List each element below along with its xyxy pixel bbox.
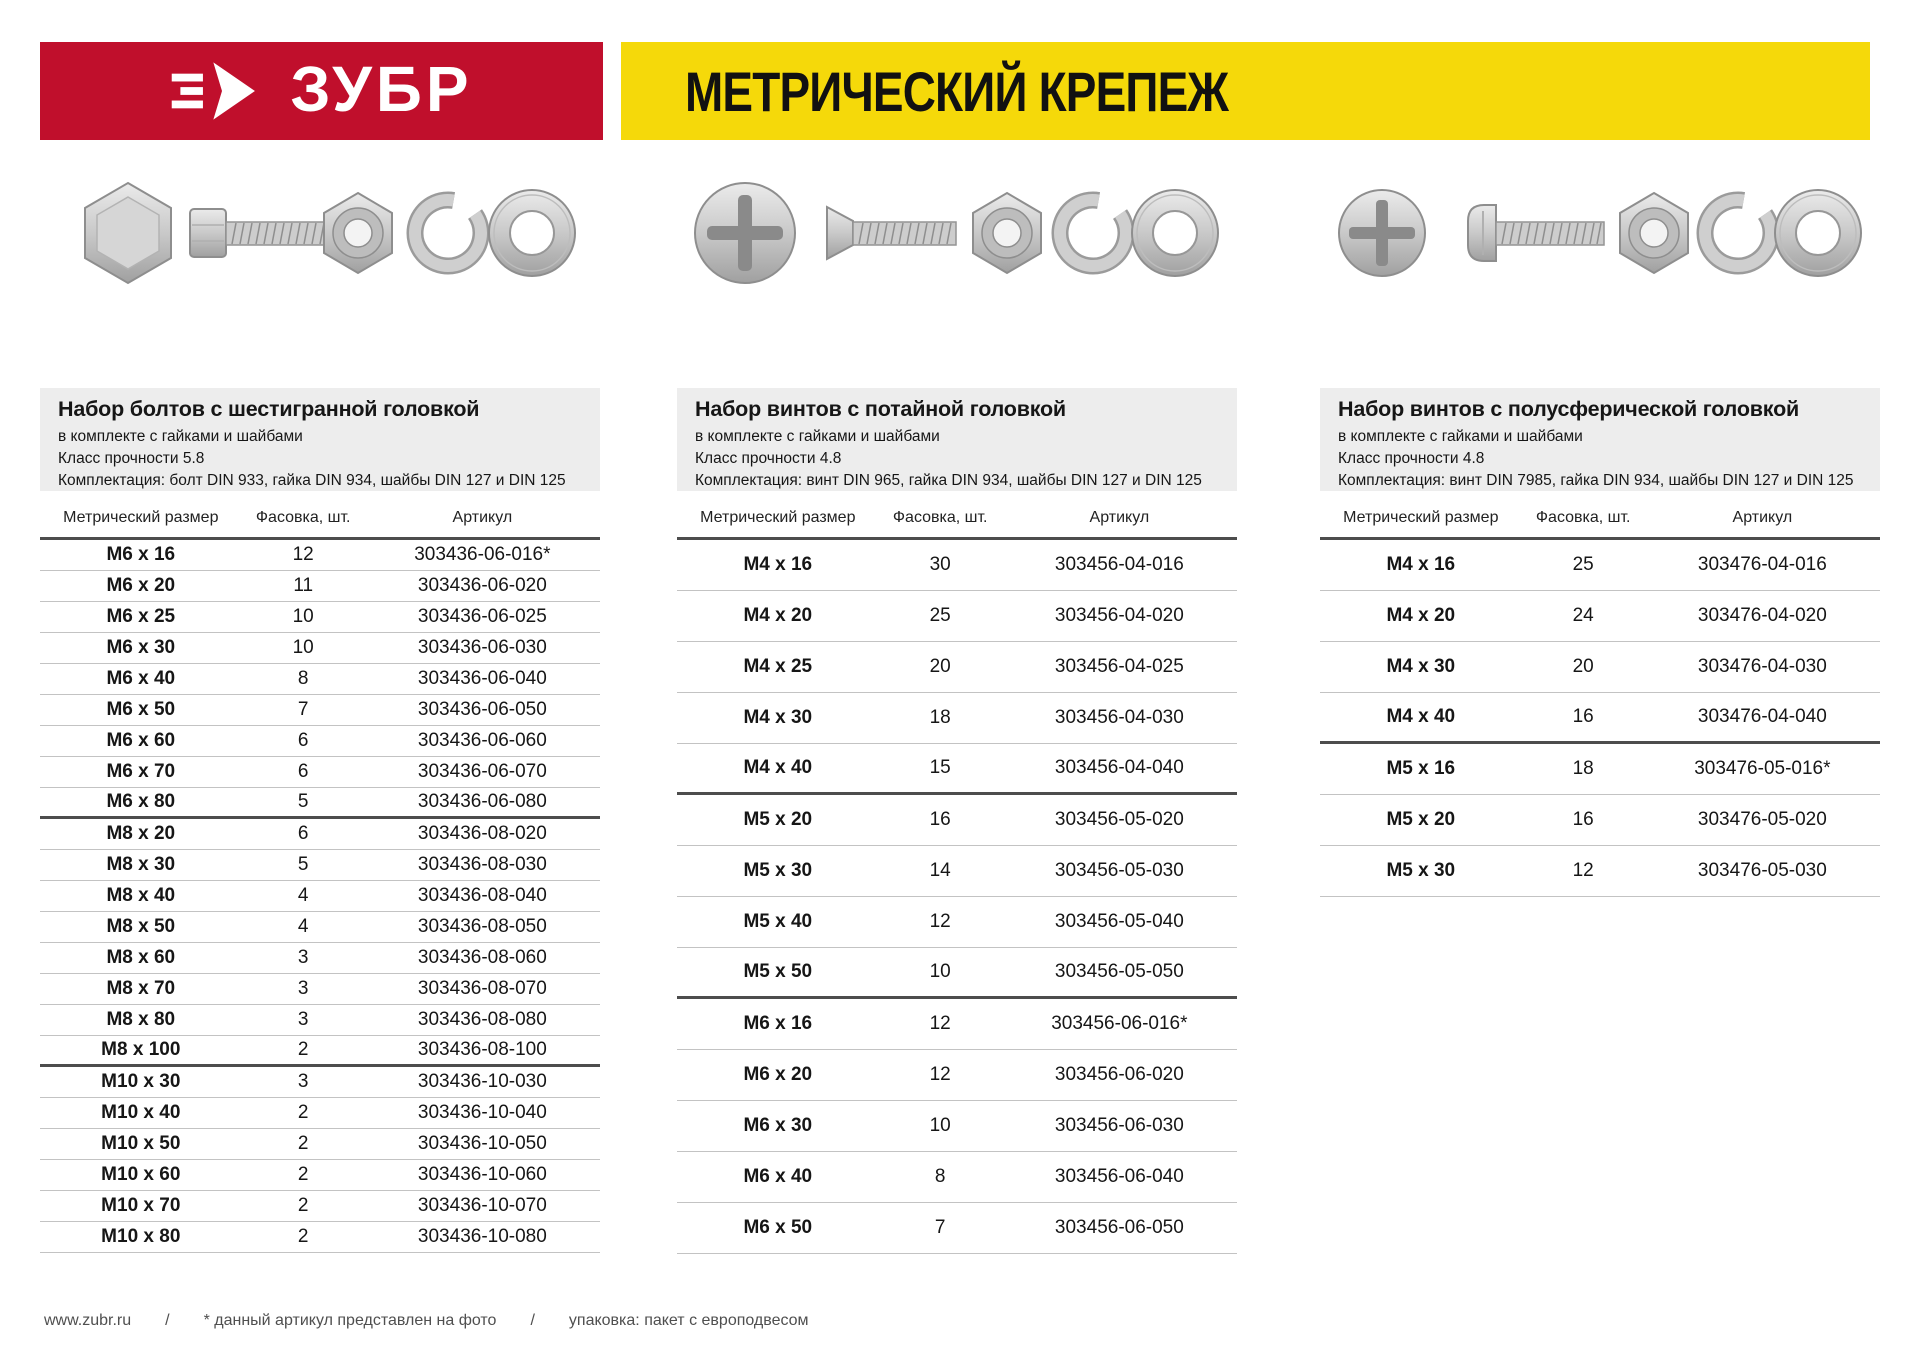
sku-cell: 303476-04-016 [1697,554,1827,575]
size-cell: М5 х 16 [1386,758,1456,779]
size-cell: М6 х 50 [743,1217,813,1238]
size-table [677,498,1237,1254]
table-row [40,1036,600,1067]
size-cell: М6 х 20 [106,575,176,596]
table-row [677,999,1237,1050]
table-row [40,974,600,1005]
size-cell: М4 х 20 [743,605,813,626]
set-subtitle: в комплекте с гайками и шайбами [1338,428,1583,445]
table-header-row [1320,498,1880,540]
qty-cell: 16 [1572,706,1594,727]
size-cell: М6 х 70 [106,761,176,782]
qty-cell: 12 [929,911,951,932]
footer-separator: / [165,1312,170,1329]
table-row [40,1129,600,1160]
qty-cell: 20 [929,656,951,677]
flat-washer-icon [1132,190,1218,276]
table-row [40,1160,600,1191]
table-row [40,633,600,664]
footer-separator: / [530,1312,535,1329]
qty-cell: 3 [297,1009,309,1030]
footer [44,1312,809,1330]
sku-cell: 303456-06-040 [1054,1166,1184,1187]
size-cell: М6 х 30 [743,1115,813,1136]
sku-cell: 303456-05-050 [1054,961,1184,982]
sku-cell: 303456-04-025 [1054,656,1184,677]
table-row [1320,744,1880,795]
size-cell: М5 х 30 [1386,860,1456,881]
size-cell: М5 х 40 [743,911,813,932]
qty-cell: 25 [1572,554,1594,575]
sku-cell: 303436-06-040 [417,668,547,689]
sku-cell: 303436-10-070 [417,1195,547,1216]
size-cell: М10 х 60 [101,1164,181,1185]
size-cell: М5 х 20 [743,809,813,830]
phillips-head-front-icon [695,183,795,283]
qty-cell: 15 [929,757,951,778]
sku-cell: 303456-04-030 [1054,707,1184,728]
size-cell: М8 х 100 [101,1039,181,1060]
qty-cell: 12 [1572,860,1594,881]
sku-cell: 303436-08-060 [417,947,547,968]
set-info-box [677,388,1237,491]
size-cell: М8 х 60 [106,947,176,968]
sku-cell: 303476-05-016* [1694,758,1831,779]
sku-cell: 303436-06-016* [414,544,551,565]
table-header-row [40,498,600,540]
sku-cell: 303476-04-040 [1697,706,1827,727]
sku-cell: 303436-08-030 [417,854,547,875]
table-row [1320,795,1880,846]
sku-cell: 303436-10-080 [417,1226,547,1247]
size-cell: М5 х 30 [743,860,813,881]
size-cell: М4 х 16 [743,554,813,575]
spring-washer-icon [1047,187,1139,279]
col-header-size: Метрический размер [63,508,219,526]
table-row [40,1005,600,1036]
size-cell: М8 х 70 [106,978,176,999]
table-row [677,591,1237,642]
qty-cell: 12 [929,1013,951,1034]
table-row [1320,540,1880,591]
sku-cell: 303436-06-020 [417,575,547,596]
kit-contents: Комплектация: винт DIN 7985, гайка DIN 934, шайбы DIN 127 и DIN 125 [1338,472,1854,489]
sku-cell: 303436-10-030 [417,1071,547,1092]
table-row [40,943,600,974]
size-cell: М6 х 40 [106,668,176,689]
qty-cell: 11 [293,575,314,596]
size-cell: М4 х 40 [743,757,813,778]
size-cell: М6 х 16 [106,544,176,565]
size-cell: М4 х 30 [1386,656,1456,677]
sku-cell: 303436-06-030 [417,637,547,658]
table-row [677,897,1237,948]
size-cell: М4 х 30 [743,707,813,728]
qty-cell: 14 [929,860,951,881]
product-photo-hex-bolt-set [40,170,600,302]
size-cell: М4 х 25 [743,656,813,677]
qty-cell: 2 [297,1164,309,1185]
qty-cell: 2 [297,1195,309,1216]
set-title: Набор винтов с потайной головкой [695,397,1066,421]
qty-cell: 2 [297,1102,309,1123]
qty-cell: 12 [929,1064,951,1085]
sku-cell: 303476-04-020 [1697,605,1827,626]
hex-bolt-set-section [40,0,600,1357]
col-header-size: Метрический размер [1343,508,1499,526]
pan-head-screw-side-icon [1468,205,1604,261]
photo-article-note: * данный артикул представлен на фото [203,1312,497,1329]
table-body [1320,540,1880,897]
qty-cell: 4 [297,916,309,937]
sku-cell: 303456-06-020 [1054,1064,1184,1085]
sku-cell: 303436-10-050 [417,1133,547,1154]
hex-nut-icon [1620,193,1688,273]
table-row [40,850,600,881]
size-cell: М6 х 25 [106,606,176,627]
sku-cell: 303456-05-030 [1054,860,1184,881]
qty-cell: 10 [929,961,951,982]
qty-cell: 8 [297,668,309,689]
sku-cell: 303456-06-030 [1054,1115,1184,1136]
sku-cell: 303436-06-025 [417,606,547,627]
col-header-sku: Артикул [452,508,513,526]
table-header-row [677,498,1237,540]
size-cell: М6 х 60 [106,730,176,751]
sku-cell: 303436-08-040 [417,885,547,906]
table-row [1320,693,1880,744]
sku-cell: 303436-10-040 [417,1102,547,1123]
table-row [677,846,1237,897]
set-title: Набор винтов с полусферической головкой [1338,397,1800,421]
pan-head-screw-set-section [1320,0,1880,1357]
countersunk-screw-side-icon [827,207,956,259]
strength-class: Класс прочности 4.8 [695,450,842,467]
size-cell: М6 х 50 [106,699,176,720]
table-row [677,1152,1237,1203]
strength-class: Класс прочности 5.8 [58,450,205,467]
table-row [40,695,600,726]
qty-cell: 20 [1572,656,1594,677]
qty-cell: 16 [929,809,951,830]
kit-contents: Комплектация: болт DIN 933, гайка DIN 934, шайбы DIN 127 и DIN 125 [58,472,566,489]
qty-cell: 6 [297,730,309,751]
size-cell: М4 х 20 [1386,605,1456,626]
table-row [40,664,600,695]
product-photo-pan-head-screw-set [1320,170,1880,302]
strength-class: Класс прочности 4.8 [1338,450,1485,467]
table-row [40,1098,600,1129]
sku-cell: 303456-05-020 [1054,809,1184,830]
size-cell: М8 х 40 [106,885,176,906]
table-row [40,1191,600,1222]
flat-washer-icon [489,190,575,276]
site-url: www.zubr.ru [44,1312,132,1329]
qty-cell: 2 [297,1133,309,1154]
size-cell: М6 х 16 [743,1013,813,1034]
sku-cell: 303436-06-080 [417,791,547,812]
set-subtitle: в комплекте с гайками и шайбами [695,428,940,445]
table-row [1320,642,1880,693]
size-cell: М8 х 20 [106,823,176,844]
countersunk-screw-set-section [677,0,1237,1357]
spring-washer-icon [1692,187,1784,279]
set-info-box [40,388,600,491]
size-table [1320,498,1880,897]
size-cell: М6 х 20 [743,1064,813,1085]
qty-cell: 7 [297,699,309,720]
qty-cell: 18 [929,707,951,728]
sku-cell: 303476-05-020 [1697,809,1827,830]
table-row [677,540,1237,591]
set-info-box [1320,388,1880,491]
table-row [677,1101,1237,1152]
phillips-head-front-icon [1339,190,1425,276]
table-row [40,1067,600,1098]
size-cell: М10 х 70 [101,1195,181,1216]
table-row [40,571,600,602]
size-table [40,498,600,1253]
size-cell: М6 х 80 [106,791,176,812]
col-header-qty: Фасовка, шт. [255,508,351,526]
sku-cell: 303456-06-050 [1054,1217,1184,1238]
table-row [677,795,1237,846]
product-photo-countersunk-screw-set [677,170,1237,302]
table-row [40,819,600,850]
table-row [40,788,600,819]
sku-cell: 303436-08-050 [417,916,547,937]
qty-cell: 5 [297,854,309,875]
qty-cell: 6 [297,823,309,844]
table-row [40,912,600,943]
hex-nut-icon [973,193,1041,273]
spring-washer-icon [402,187,494,279]
hex-nut-icon [324,193,392,273]
size-cell: М5 х 20 [1386,809,1456,830]
col-header-sku: Артикул [1732,508,1793,526]
qty-cell: 18 [1572,758,1594,779]
sku-cell: 303436-10-060 [417,1164,547,1185]
bolt-side-icon [190,209,326,257]
set-subtitle: в комплекте с гайками и шайбами [58,428,303,445]
col-header-sku: Артикул [1089,508,1150,526]
sku-cell: 303456-06-016* [1051,1013,1188,1034]
sku-cell: 303436-06-060 [417,730,547,751]
table-row [40,1222,600,1253]
size-cell: М4 х 40 [1386,706,1456,727]
sku-cell: 303456-04-020 [1054,605,1184,626]
qty-cell: 10 [292,637,314,658]
qty-cell: 3 [297,947,309,968]
qty-cell: 2 [297,1039,309,1060]
sku-cell: 303436-08-080 [417,1009,547,1030]
qty-cell: 2 [297,1226,309,1247]
col-header-size: Метрический размер [700,508,856,526]
col-header-qty: Фасовка, шт. [892,508,988,526]
page-title: МЕТРИЧЕСКИЙ КРЕПЕЖ [685,59,1229,123]
table-row [40,602,600,633]
sku-cell: 303456-04-016 [1054,554,1184,575]
sku-cell: 303476-05-030 [1697,860,1827,881]
table-row [40,540,600,571]
table-row [677,744,1237,795]
sku-cell: 303436-08-100 [417,1039,547,1060]
qty-cell: 16 [1572,809,1594,830]
table-row [40,757,600,788]
sku-cell: 303436-08-070 [417,978,547,999]
size-cell: М8 х 50 [106,916,176,937]
qty-cell: 10 [292,606,314,627]
table-row [1320,846,1880,897]
table-row [677,1203,1237,1254]
brand-name: ЗУБР [290,53,473,125]
table-row [40,726,600,757]
sku-cell: 303436-06-070 [417,761,547,782]
table-row [1320,591,1880,642]
qty-cell: 10 [929,1115,951,1136]
table-row [677,1050,1237,1101]
size-cell: М10 х 30 [101,1071,181,1092]
sku-cell: 303436-08-020 [417,823,547,844]
kit-contents: Комплектация: винт DIN 965, гайка DIN 934, шайбы DIN 127 и DIN 125 [695,472,1202,489]
bolt-head-front-icon [85,183,171,283]
qty-cell: 7 [934,1217,946,1238]
size-cell: М4 х 16 [1386,554,1456,575]
qty-cell: 30 [929,554,951,575]
size-cell: М10 х 40 [101,1102,181,1123]
flat-washer-icon [1775,190,1861,276]
sku-cell: 303456-05-040 [1054,911,1184,932]
table-row [677,693,1237,744]
table-row [40,881,600,912]
size-cell: М8 х 30 [106,854,176,875]
size-cell: М6 х 40 [743,1166,813,1187]
qty-cell: 3 [297,1071,309,1092]
table-body [40,540,600,1253]
size-cell: М6 х 30 [106,637,176,658]
size-cell: М10 х 80 [101,1226,181,1247]
qty-cell: 8 [934,1166,946,1187]
qty-cell: 24 [1572,605,1594,626]
qty-cell: 6 [297,761,309,782]
sku-cell: 303456-04-040 [1054,757,1184,778]
col-header-qty: Фасовка, шт. [1535,508,1631,526]
qty-cell: 25 [929,605,951,626]
qty-cell: 5 [297,791,309,812]
sku-cell: 303436-06-050 [417,699,547,720]
table-row [677,948,1237,999]
sku-cell: 303476-04-030 [1697,656,1827,677]
qty-cell: 4 [297,885,309,906]
qty-cell: 12 [292,544,314,565]
table-row [677,642,1237,693]
set-title: Набор болтов с шестигранной головкой [58,397,480,421]
size-cell: М10 х 50 [101,1133,181,1154]
packaging-note: упаковка: пакет с европодвесом [568,1312,809,1329]
size-cell: М8 х 80 [106,1009,176,1030]
size-cell: М5 х 50 [743,961,813,982]
table-body [677,540,1237,1254]
qty-cell: 3 [297,978,309,999]
